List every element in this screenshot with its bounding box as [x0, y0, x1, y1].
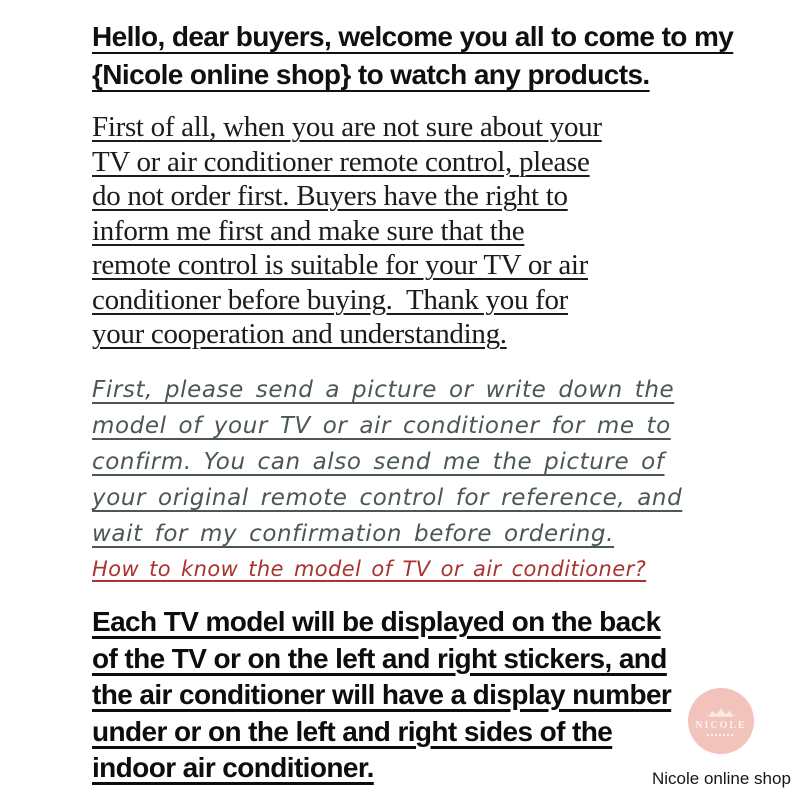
heading-line: Hello, dear buyers, welcome you all to come to my: [92, 21, 734, 52]
logo-brand-name: NICOLE: [695, 719, 747, 731]
instructions-line: model of your TV or air conditioner for me to: [92, 413, 671, 439]
instructions-line: confirm. You can also send me the picture of: [92, 449, 665, 475]
model-location-paragraph: [92, 604, 671, 787]
nicole-shop-logo: [688, 688, 754, 754]
notice-line: TV or air conditioner remote control, please: [92, 145, 590, 178]
model-info-line: of the TV or on the left and right stickers, and: [92, 642, 667, 674]
confirmation-instructions-paragraph: [92, 372, 682, 552]
question-line: How to know the model of TV or air conditioner?: [92, 557, 647, 581]
notice-line: inform me first and make sure that the: [92, 214, 525, 247]
order-notice-paragraph: [92, 110, 602, 352]
model-info-line: indoor air conditioner.: [92, 752, 374, 783]
instructions-line: your original remote control for reference, and: [92, 485, 683, 511]
model-info-line: under or on the left and right sides of the: [92, 715, 613, 747]
notice-line: First of all, when you are not sure about your: [92, 111, 602, 143]
crown-icon: [706, 707, 736, 719]
shop-name-caption: Nicole online shop: [652, 769, 791, 788]
heading-line: {Nicole online shop} to watch any products.: [92, 59, 650, 90]
welcome-heading: [92, 18, 733, 94]
notice-line: remote control is suitable for your TV or air: [92, 249, 589, 281]
notice-line: do not order first. Buyers have the right to: [92, 180, 568, 212]
model-question-heading: [92, 554, 646, 584]
model-info-line: Each TV model will be displayed on the back: [92, 606, 661, 637]
instructions-line: wait for my confirmation before ordering.: [92, 521, 615, 547]
notice-line: conditioner before buying. Thank you for: [92, 283, 569, 316]
model-info-line: the air conditioner will have a display number: [92, 679, 672, 710]
notice-line: your cooperation and understanding.: [92, 318, 507, 350]
logo-subline-decoration: [707, 734, 735, 736]
instructions-line: First, please send a picture or write down the: [92, 377, 675, 403]
